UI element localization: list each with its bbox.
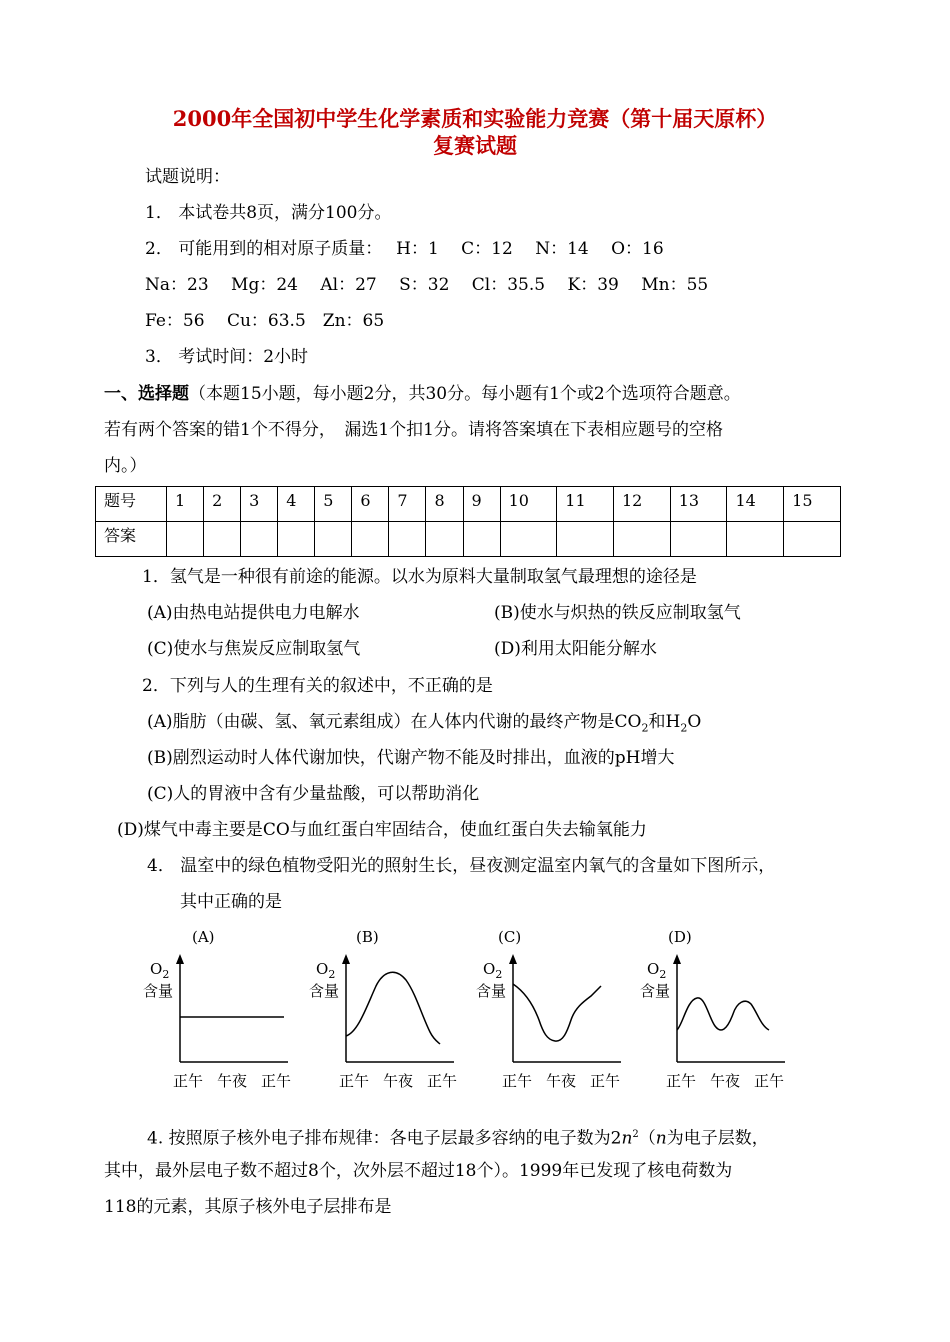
graph-b-xtick: 正午	[427, 1072, 458, 1090]
answer-cell[interactable]	[352, 522, 389, 557]
answer-table	[95, 486, 841, 557]
graph-b-xtick: 正午	[339, 1072, 370, 1090]
graph-d-ylabel-text: 含量	[640, 982, 671, 1000]
table-cell-number: 7	[389, 487, 426, 522]
intro-item3: 3． 考试时间：2小时	[145, 347, 309, 367]
table-cell-number: 5	[315, 487, 352, 522]
table-label-answer: 答案	[96, 522, 167, 557]
graph-d-label: (D)	[668, 928, 692, 946]
answer-table-answer-row	[96, 522, 841, 557]
graph-a-xtick: 午夜	[217, 1072, 248, 1090]
graph-a-label: (A)	[192, 928, 215, 946]
q4b-line1: 4. 按照原子核外电子排布规律：各电子层最多容纳的电子数为$2n^2(n$为电子层数，	[147, 1128, 769, 1149]
answer-cell[interactable]	[204, 522, 241, 557]
table-cell-number: 10	[500, 487, 557, 522]
graph-d-xtick: 正午	[666, 1072, 697, 1090]
table-cell-number: 9	[463, 487, 500, 522]
intro-item2: 2． 可能用到的相对原子质量： H：1 C：12 N：14 O：16	[145, 239, 664, 259]
q4a-stem-line1: 4． 温室中的绿色植物受阳光的照射生长，昼夜测定温室内氧气的含量如下图所示，	[147, 856, 776, 876]
graph-b-ylabel: $O_2$	[316, 960, 336, 981]
table-cell-number: 2	[204, 487, 241, 522]
table-cell-number: 11	[557, 487, 614, 522]
q1-option-c: (C)使水与焦炭反应制取氢气	[147, 639, 361, 659]
graph-b-xtick: 午夜	[383, 1072, 414, 1090]
q1-option-d: (D)利用太阳能分解水	[494, 639, 657, 659]
q2-option-c: (C)人的胃液中含有少量盐酸，可以帮助消化	[147, 784, 480, 804]
graph-d-plot	[637, 928, 797, 1094]
answer-cell[interactable]	[167, 522, 204, 557]
graph-a-xtick: 正午	[173, 1072, 204, 1090]
graph-d-ylabel: $O_2$	[647, 960, 667, 981]
answer-cell[interactable]	[315, 522, 352, 557]
table-cell-number: 4	[278, 487, 315, 522]
title-line2: 复赛试题	[433, 133, 517, 158]
table-cell-number: 3	[241, 487, 278, 522]
q2-option-d: (D)煤气中毒主要是CO与血红蛋白牢固结合，使血红蛋白失去输氧能力	[117, 820, 647, 840]
table-cell-number: 12	[614, 487, 671, 522]
graph-c-xtick: 午夜	[546, 1072, 577, 1090]
graph-c-label: (C)	[498, 928, 522, 946]
table-label-number: 题号	[96, 487, 167, 522]
answer-cell[interactable]	[614, 522, 671, 557]
graph-c	[473, 928, 633, 1094]
table-cell-number: 6	[352, 487, 389, 522]
graph-a	[140, 928, 300, 1094]
q4a-stem-line2: 其中正确的是	[180, 892, 282, 912]
graph-c-ylabel: $O_2$	[483, 960, 503, 981]
answer-cell[interactable]	[500, 522, 557, 557]
masses-row3: Fe：56 Cu：63.5 Zn：65	[145, 311, 385, 331]
section1-desc-line3: 内。）	[104, 456, 147, 476]
intro-item1: 1． 本试卷共8页，满分100分。	[145, 203, 392, 223]
graph-c-xtick: 正午	[590, 1072, 621, 1090]
table-cell-number: 8	[426, 487, 463, 522]
section1-heading: 一、选择题	[104, 384, 189, 404]
section1-desc-line1: 一、选择题（本题15小题，每小题2分，共30分。每小题有1个或2个选项符合题意。	[104, 384, 741, 404]
title-line1: 2000年全国初中学生化学素质和实验能力竞赛（第十届天原杯）	[172, 106, 778, 131]
graph-a-plot	[140, 928, 300, 1094]
graph-c-xtick: 正午	[502, 1072, 533, 1090]
answer-cell[interactable]	[389, 522, 426, 557]
graph-c-plot	[473, 928, 633, 1094]
graph-d-xtick: 正午	[754, 1072, 785, 1090]
graph-b	[306, 928, 466, 1094]
table-cell-number: 1	[167, 487, 204, 522]
answer-cell[interactable]	[784, 522, 841, 557]
graph-b-curve	[346, 972, 440, 1044]
graph-b-plot	[306, 928, 466, 1094]
answer-cell[interactable]	[727, 522, 784, 557]
table-cell-number: 14	[727, 487, 784, 522]
q1-option-a: (A)由热电站提供电力电解水	[147, 603, 360, 623]
graph-a-ylabel-text: 含量	[143, 982, 174, 1000]
graph-b-ylabel-text: 含量	[309, 982, 340, 1000]
table-cell-number: 15	[784, 487, 841, 522]
q1-stem: 1．氢气是一种很有前途的能源。以水为原料大量制取氢气最理想的途径是	[142, 567, 697, 587]
answer-cell[interactable]	[670, 522, 727, 557]
answer-cell[interactable]	[557, 522, 614, 557]
graph-b-label: (B)	[356, 928, 379, 946]
intro-heading: 试题说明：	[145, 167, 230, 187]
graph-d-curve	[677, 998, 769, 1030]
q2-option-b: (B)剧烈运动时人体代谢加快，代谢产物不能及时排出，血液的pH增大	[147, 748, 675, 768]
graph-a-xtick: 正午	[261, 1072, 292, 1090]
q1-option-b: (B)使水与炽热的铁反应制取氢气	[494, 603, 741, 623]
graph-d-xtick: 午夜	[710, 1072, 741, 1090]
q2-option-a: (A)脂肪（由碳、氢、氧元素组成）在人体内代谢的最终产物是$CO_2$和$H_2O$	[147, 712, 702, 735]
q2-stem: 2．下列与人的生理有关的叙述中，不正确的是	[142, 676, 493, 696]
section1-desc-line2: 若有两个答案的错1个不得分， 漏选1个扣1分。请将答案填在下表相应题号的空格	[104, 420, 723, 440]
masses-row2: Na：23 Mg：24 Al：27 S：32 Cl：35.5 K：39 Mn：55	[145, 275, 709, 295]
graph-d	[637, 928, 797, 1094]
answer-cell[interactable]	[241, 522, 278, 557]
answer-table-header-row	[96, 487, 841, 522]
graph-a-ylabel: $O_2$	[150, 960, 170, 981]
answer-cell[interactable]	[426, 522, 463, 557]
graph-c-curve	[513, 984, 601, 1041]
q4b-line3: 118的元素，其原子核外电子层排布是	[104, 1197, 392, 1217]
answer-cell[interactable]	[278, 522, 315, 557]
q4b-line2: 其中，最外层电子数不超过8个，次外层不超过18个）。1999年已发现了核电荷数为	[104, 1161, 733, 1181]
graph-c-ylabel-text: 含量	[476, 982, 507, 1000]
answer-cell[interactable]	[463, 522, 500, 557]
table-cell-number: 13	[670, 487, 727, 522]
